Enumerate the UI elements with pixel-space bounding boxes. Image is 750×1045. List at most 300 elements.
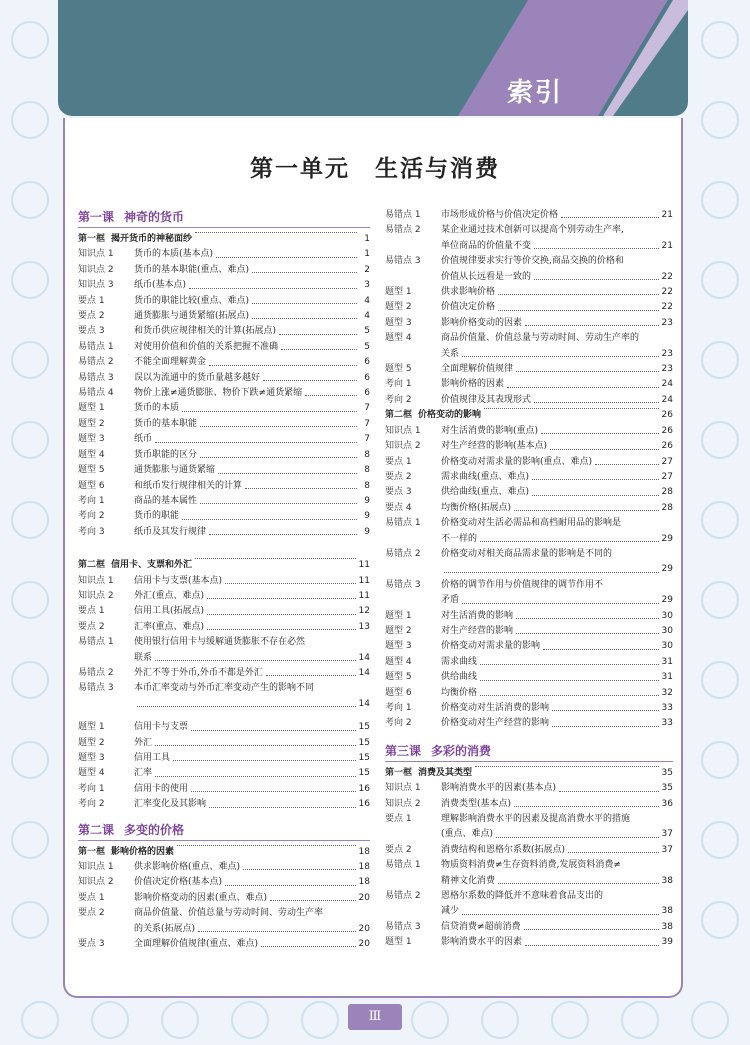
entry-continuation xyxy=(385,532,673,547)
entry-label: 要点 2 xyxy=(385,471,412,482)
entry-text: 市场形成价格与价值决定价格 xyxy=(441,210,559,220)
index-entry[interactable] xyxy=(385,316,673,331)
entry-text: 影响价格的因素 xyxy=(441,379,505,390)
entry-text: 货币职能的区分 xyxy=(134,449,198,460)
index-entry[interactable] xyxy=(78,782,370,797)
entry-label: 题型 6 xyxy=(78,480,105,491)
page-number: 20 xyxy=(358,939,370,950)
entry-label: 考向 1 xyxy=(78,783,105,794)
entry-continuation xyxy=(385,270,673,285)
entry-label: 要点 2 xyxy=(78,908,105,919)
index-entry[interactable] xyxy=(385,797,673,812)
index-entry[interactable] xyxy=(385,547,673,562)
entry-label: 易错点 1 xyxy=(78,637,114,648)
index-entry[interactable] xyxy=(78,371,370,386)
entry-text: 汇率变化及其影响 xyxy=(134,799,207,810)
frame-label: 第二框 xyxy=(385,410,413,421)
index-entry[interactable] xyxy=(385,889,673,904)
entry-text: 外汇不等于外币,外币不都是外汇 xyxy=(134,667,263,678)
entry-label: 知识点 1 xyxy=(385,425,421,436)
frame-entry[interactable] xyxy=(385,408,673,423)
entry-label: 题型 3 xyxy=(385,641,412,652)
index-entry[interactable] xyxy=(385,670,673,685)
index-entry[interactable] xyxy=(78,666,370,681)
entry-text: 信用工具 xyxy=(134,753,171,763)
entry-label: 知识点 1 xyxy=(78,249,114,260)
entry-label: 易错点 2 xyxy=(385,891,421,902)
index-entry[interactable] xyxy=(385,624,673,639)
entry-list xyxy=(78,860,370,952)
page-number: 33 xyxy=(661,718,673,729)
entry-text: 货币的职能 xyxy=(134,511,180,522)
entry-label: 易错点 1 xyxy=(385,210,421,220)
index-entry[interactable] xyxy=(385,455,673,470)
index-entry[interactable] xyxy=(78,263,370,278)
page-number: 38 xyxy=(661,921,673,932)
entry-text: 需求曲线 xyxy=(441,656,478,667)
entry-text: 的关系(拓展点) xyxy=(134,923,196,934)
index-entry[interactable] xyxy=(385,470,673,485)
page-number: 8 xyxy=(364,480,370,491)
page-number: 6 xyxy=(364,372,370,383)
index-entry[interactable] xyxy=(78,463,370,478)
entry-label: 考向 1 xyxy=(385,703,412,713)
index-entry[interactable] xyxy=(78,525,370,540)
entry-text: 信用卡与支票 xyxy=(134,722,189,733)
index-entry[interactable] xyxy=(385,439,673,454)
lesson-title: 多彩的消费 xyxy=(431,743,492,758)
index-entry[interactable] xyxy=(78,479,370,494)
frame-title: 价格变动的影响 xyxy=(418,410,482,421)
entry-text: 理解影响消费水平的因素及提高消费水平的措施 xyxy=(441,814,631,825)
entry-label: 题型 4 xyxy=(385,656,412,667)
page-number: 9 xyxy=(364,511,370,522)
entry-text: 货币的基本职能 xyxy=(134,418,198,429)
entry-label: 要点 4 xyxy=(385,502,412,513)
page-number-badge: Ⅲ xyxy=(348,1004,402,1030)
page-number: 14 xyxy=(358,698,370,709)
page-number: 11 xyxy=(358,560,370,571)
page-number: 38 xyxy=(661,875,673,886)
entry-label: 考向 2 xyxy=(385,394,412,405)
index-entry[interactable] xyxy=(78,635,370,650)
entry-text: 和纸币发行规律相关的计算 xyxy=(134,480,243,491)
entry-text: 减少 xyxy=(441,906,460,917)
page-number: 30 xyxy=(661,625,673,636)
page-number: 7 xyxy=(364,403,370,414)
entry-label: 易错点 2 xyxy=(78,357,114,368)
index-entry[interactable] xyxy=(78,589,370,604)
index-entry[interactable] xyxy=(385,424,673,439)
entry-text: 使用银行信用卡与缓解通货膨胀不存在必然 xyxy=(134,637,306,648)
page-number: 30 xyxy=(661,610,673,621)
entry-label: 知识点 1 xyxy=(78,575,114,586)
page-number: 20 xyxy=(358,923,370,934)
index-entry[interactable] xyxy=(78,417,370,432)
frame-title: 揭开货币的神秘面纱 xyxy=(111,234,193,244)
page-number: 14 xyxy=(358,667,370,678)
entry-label: 要点 2 xyxy=(385,844,412,855)
page-number: 37 xyxy=(661,829,673,840)
entry-continuation xyxy=(385,347,673,362)
index-entry[interactable] xyxy=(78,574,370,589)
index-entry[interactable] xyxy=(385,858,673,873)
entry-text: 恩格尔系数的降低并不意味着食品支出的 xyxy=(441,891,604,902)
index-entry[interactable] xyxy=(78,401,370,416)
index-entry[interactable] xyxy=(78,386,370,401)
entry-label: 题型 1 xyxy=(385,610,412,621)
entry-text: 商品价值量、价值总量与劳动时间、劳动生产率的 xyxy=(441,333,640,344)
page-number: 16 xyxy=(358,783,370,794)
index-entry[interactable] xyxy=(78,355,370,370)
entry-text: 汇率(重点、难点) xyxy=(134,621,205,632)
entry-label: 题型 4 xyxy=(78,768,105,779)
entry-label: 知识点 2 xyxy=(78,877,114,888)
page-number: 35 xyxy=(661,783,673,794)
index-entry[interactable] xyxy=(385,208,673,223)
entry-continuation xyxy=(385,827,673,842)
lesson-label: 第二课 xyxy=(78,822,115,837)
index-entry[interactable] xyxy=(78,604,370,619)
entry-text: 均衡价格 xyxy=(441,687,478,698)
page-number: 6 xyxy=(364,357,370,368)
index-entry[interactable] xyxy=(385,686,673,701)
frame-title: 消费及其类型 xyxy=(418,767,473,778)
page-number: 11 xyxy=(358,590,370,601)
index-entry[interactable] xyxy=(385,812,673,827)
index-entry[interactable] xyxy=(385,716,673,731)
entry-label: 知识点 2 xyxy=(78,590,114,601)
index-entry[interactable] xyxy=(78,324,370,339)
entry-label: 考向 3 xyxy=(78,526,105,537)
lesson-heading xyxy=(385,742,673,762)
index-entry[interactable] xyxy=(385,516,673,531)
page-number: 30 xyxy=(661,641,673,652)
lesson-title: 多变的价格 xyxy=(124,822,185,837)
entry-text: 供求影响价格 xyxy=(441,287,496,298)
page-number: 15 xyxy=(358,737,370,748)
lesson-heading xyxy=(78,821,370,841)
page-number: 7 xyxy=(364,434,370,445)
index-entry[interactable] xyxy=(78,620,370,635)
entry-label: 题型 3 xyxy=(78,434,105,445)
page-number: 18 xyxy=(358,877,370,888)
page-number: 4 xyxy=(364,311,370,322)
index-entry[interactable] xyxy=(78,720,370,735)
entry-text: 均衡价格(拓展点) xyxy=(441,502,512,513)
page-number: 35 xyxy=(661,767,673,778)
entry-text: 对生活消费的影响 xyxy=(441,610,514,621)
page-number: 21 xyxy=(661,210,673,220)
page-number: 8 xyxy=(364,465,370,476)
index-entry[interactable] xyxy=(78,937,370,952)
entry-label: 知识点 1 xyxy=(385,783,421,794)
frame-entry[interactable] xyxy=(385,766,673,781)
entry-text: 需求曲线(重点、难点) xyxy=(441,471,530,482)
entry-text: 外汇 xyxy=(134,737,153,748)
entry-text: 货币的基本职能(重点、难点) xyxy=(134,264,250,275)
page-number: 18 xyxy=(358,862,370,873)
index-entry[interactable] xyxy=(78,797,370,812)
index-entry[interactable] xyxy=(78,736,370,751)
page-number: 1 xyxy=(364,249,370,260)
entry-label: 考向 2 xyxy=(78,511,105,522)
entry-label: 题型 5 xyxy=(78,465,105,476)
page-number: 29 xyxy=(661,595,673,606)
entry-label: 知识点 2 xyxy=(385,441,421,452)
entry-text: 不能全面理解黄金 xyxy=(134,357,207,368)
entry-label: 考向 1 xyxy=(385,379,412,390)
entry-text: 通货膨胀与通货紧缩(拓展点) xyxy=(134,311,250,322)
page-number: 13 xyxy=(358,621,370,632)
entry-label: 要点 1 xyxy=(385,814,412,825)
entry-text: 价格变动对相关商品需求量的影响是不同的 xyxy=(441,548,613,559)
page-number: 9 xyxy=(364,526,370,537)
entry-text: 外汇(重点、难点) xyxy=(134,590,205,601)
entry-label: 题型 6 xyxy=(385,687,412,698)
index-entry[interactable] xyxy=(78,891,370,906)
index-entry[interactable] xyxy=(78,278,370,293)
index-entry[interactable] xyxy=(385,578,673,593)
index-entry[interactable] xyxy=(385,843,673,858)
entry-label: 题型 2 xyxy=(385,625,412,636)
entry-label: 要点 1 xyxy=(78,295,105,306)
index-entry[interactable] xyxy=(78,751,370,766)
frame-title: 信用卡、支票和外汇 xyxy=(111,560,193,571)
page-number: 22 xyxy=(661,302,673,313)
entry-label: 要点 2 xyxy=(78,311,105,322)
index-entry[interactable] xyxy=(385,331,673,346)
entry-list xyxy=(78,247,370,540)
entry-label: 题型 1 xyxy=(385,287,412,298)
page-number: 26 xyxy=(661,425,673,436)
entry-text: 消费结构和恩格尔系数(拓展点) xyxy=(441,844,566,855)
entry-text: 联系 xyxy=(134,652,153,663)
entry-continuation xyxy=(385,593,673,608)
index-entry[interactable] xyxy=(385,935,673,950)
entry-label: 易错点 4 xyxy=(78,388,114,399)
index-entry[interactable] xyxy=(78,432,370,447)
entry-text: 价格变动对生活必需品和高档耐用品的影响是 xyxy=(441,518,622,529)
index-entry[interactable] xyxy=(385,254,673,269)
index-entry[interactable] xyxy=(78,906,370,921)
entry-label: 知识点 2 xyxy=(78,264,114,275)
entry-label: 易错点 3 xyxy=(78,683,114,694)
frame-entry[interactable] xyxy=(78,845,370,860)
entry-label: 易错点 3 xyxy=(385,579,421,590)
index-entry[interactable] xyxy=(385,920,673,935)
entry-text: 价格的调节作用与价值规律的调节作用不 xyxy=(441,579,604,590)
unit-title: 第一单元 生活与消费 xyxy=(250,156,500,182)
entry-label: 题型 4 xyxy=(385,333,412,344)
entry-list xyxy=(385,424,673,732)
page-number: 39 xyxy=(661,937,673,948)
page-number: 20 xyxy=(358,892,370,903)
entry-label: 题型 2 xyxy=(78,418,105,429)
page-number: 11 xyxy=(358,575,370,586)
index-entry[interactable] xyxy=(385,655,673,670)
page-number: 37 xyxy=(661,844,673,855)
entry-label: 易错点 2 xyxy=(78,667,114,678)
index-entry[interactable] xyxy=(385,223,673,238)
entry-label: 考向 1 xyxy=(78,495,105,506)
frame-label: 第二框 xyxy=(78,560,106,571)
entry-text: 本币汇率变动与外币汇率变动产生的影响不同 xyxy=(134,683,315,694)
entry-text: 价格变动对生产经营的影响 xyxy=(441,718,550,729)
entry-label: 易错点 3 xyxy=(385,921,421,932)
lesson-label: 第一课 xyxy=(78,210,115,224)
entry-label: 题型 2 xyxy=(385,302,412,313)
index-entry[interactable] xyxy=(385,393,673,408)
entry-label: 题型 1 xyxy=(78,722,105,733)
page-number: 7 xyxy=(364,418,370,429)
page-number: 15 xyxy=(358,722,370,733)
entry-label: 知识点 1 xyxy=(78,862,114,873)
entry-label: 题型 3 xyxy=(78,753,105,763)
index-entry[interactable] xyxy=(385,781,673,796)
page-number: 38 xyxy=(661,906,673,917)
frame-entry[interactable] xyxy=(78,232,370,247)
page-number: 12 xyxy=(358,606,370,617)
entry-label: 考向 2 xyxy=(385,718,412,729)
lesson-label: 第三课 xyxy=(385,743,422,758)
page-number: 29 xyxy=(661,533,673,544)
entry-label: 题型 5 xyxy=(385,672,412,683)
page-number: 28 xyxy=(661,487,673,498)
index-entry[interactable] xyxy=(78,294,370,309)
entry-label: 易错点 3 xyxy=(385,256,421,267)
entry-label: 题型 3 xyxy=(385,317,412,328)
entry-text: 信贷消费≠超前消费 xyxy=(441,921,521,932)
page-number: 33 xyxy=(661,703,673,713)
entry-text: 价值规律及其表现形式 xyxy=(441,394,532,405)
entry-text: 关系 xyxy=(441,348,460,359)
frame-label: 第一框 xyxy=(78,846,106,857)
entry-text: 纸币(基本点) xyxy=(134,280,187,291)
index-entry[interactable] xyxy=(78,860,370,875)
page-number: 6 xyxy=(364,388,370,399)
entry-text: 影响消费水平的因素(基本点) xyxy=(441,783,557,794)
index-entry[interactable] xyxy=(385,377,673,392)
index-entry[interactable] xyxy=(78,509,370,524)
entry-text: 对生产经营的影响 xyxy=(441,625,514,636)
entry-text: 影响消费水平的因素 xyxy=(441,937,523,948)
page-number: 22 xyxy=(661,287,673,298)
entry-text: 价值决定价格(基本点) xyxy=(134,877,223,888)
entry-label: 题型 4 xyxy=(78,449,105,460)
page-number: 2 xyxy=(364,264,370,275)
entry-text: 信用卡与支票(基本点) xyxy=(134,575,223,586)
left-column xyxy=(78,208,370,952)
entry-continuation xyxy=(78,922,370,937)
index-entry[interactable] xyxy=(78,340,370,355)
entry-text: 货币的本质(基本点) xyxy=(134,249,214,260)
entry-text: 某企业通过技术创新可以提高个别劳动生产率, xyxy=(441,225,624,236)
index-entry[interactable] xyxy=(385,609,673,624)
index-entry[interactable] xyxy=(78,766,370,781)
entry-label: 要点 1 xyxy=(78,606,105,617)
entry-label: 要点 3 xyxy=(385,487,412,498)
frame-entry[interactable] xyxy=(78,558,370,573)
entry-list xyxy=(385,208,673,408)
lesson-title: 神奇的货币 xyxy=(124,210,185,224)
entry-text: 价值决定价格 xyxy=(441,302,496,313)
index-title: 索引 xyxy=(506,78,563,108)
index-entry[interactable] xyxy=(385,362,673,377)
lesson-heading xyxy=(78,208,370,228)
index-entry[interactable] xyxy=(385,485,673,500)
entry-text: 全面理解价值规律(重点、难点) xyxy=(134,939,259,950)
index-entry[interactable] xyxy=(385,639,673,654)
entry-text: 价值从长远看是一致的 xyxy=(441,271,532,282)
page-number: 15 xyxy=(358,753,370,763)
entry-text: 对生活消费的影响(重点) xyxy=(441,425,539,436)
entry-label: 知识点 3 xyxy=(78,280,114,291)
page-number: 23 xyxy=(661,317,673,328)
entry-text: 对生产经营的影响(基本点) xyxy=(441,441,548,452)
page-number: 5 xyxy=(364,326,370,337)
entry-label: 考向 2 xyxy=(78,799,105,810)
page-number: 31 xyxy=(661,672,673,683)
right-column xyxy=(385,208,673,951)
index-entry[interactable] xyxy=(78,681,370,696)
page-number: 23 xyxy=(661,348,673,359)
index-entry[interactable] xyxy=(78,448,370,463)
index-entry[interactable] xyxy=(78,247,370,262)
page-number: 15 xyxy=(358,768,370,779)
index-entry[interactable] xyxy=(78,875,370,890)
entry-continuation xyxy=(385,239,673,254)
entry-text: 商品的基本属性 xyxy=(134,495,198,506)
page-number: 24 xyxy=(661,379,673,390)
entry-label: 易错点 1 xyxy=(385,518,421,529)
header-stripe xyxy=(58,0,688,116)
page-number: 1 xyxy=(364,234,370,244)
entry-text: 价格变动对需求量的影响 xyxy=(441,641,541,652)
entry-text: 和货币供应规律相关的计算(拓展点) xyxy=(134,326,277,337)
page-number: 29 xyxy=(661,564,673,575)
page-number: 16 xyxy=(358,799,370,810)
page-number: 26 xyxy=(661,441,673,452)
entry-label: 知识点 2 xyxy=(385,798,421,809)
entry-label: 要点 1 xyxy=(78,892,105,903)
index-entry[interactable] xyxy=(385,300,673,315)
index-entry[interactable] xyxy=(385,501,673,516)
index-entry[interactable] xyxy=(385,285,673,300)
entry-label: 易错点 2 xyxy=(385,225,421,236)
entry-text: 影响价格变动的因素(重点、难点) xyxy=(134,892,268,903)
entry-label: 题型 5 xyxy=(385,364,412,375)
index-entry[interactable] xyxy=(385,701,673,716)
entry-text: 信用卡的使用 xyxy=(134,783,189,794)
entry-text: 货币的职能比较(重点、难点) xyxy=(134,295,250,306)
entry-text: 纸币及其发行规律 xyxy=(134,526,207,537)
index-entry[interactable] xyxy=(78,494,370,509)
index-entry[interactable] xyxy=(78,309,370,324)
entry-label: 题型 1 xyxy=(385,937,412,948)
entry-text: 误以为流通中的货币量越多越好 xyxy=(134,372,261,383)
entry-text: 供给曲线 xyxy=(441,672,478,683)
entry-label: 要点 3 xyxy=(78,326,105,337)
page-number: 3 xyxy=(364,280,370,291)
entry-text: 汇率 xyxy=(134,768,153,779)
page-number: 4 xyxy=(364,295,370,306)
entry-continuation xyxy=(385,874,673,889)
frame-label: 第一框 xyxy=(385,767,413,778)
entry-text: 价格变动对生活消费的影响 xyxy=(441,703,550,713)
entry-label: 易错点 2 xyxy=(385,548,421,559)
entry-text: 物质资料消费≠生存资料消费,发展资料消费≠ xyxy=(441,860,621,871)
